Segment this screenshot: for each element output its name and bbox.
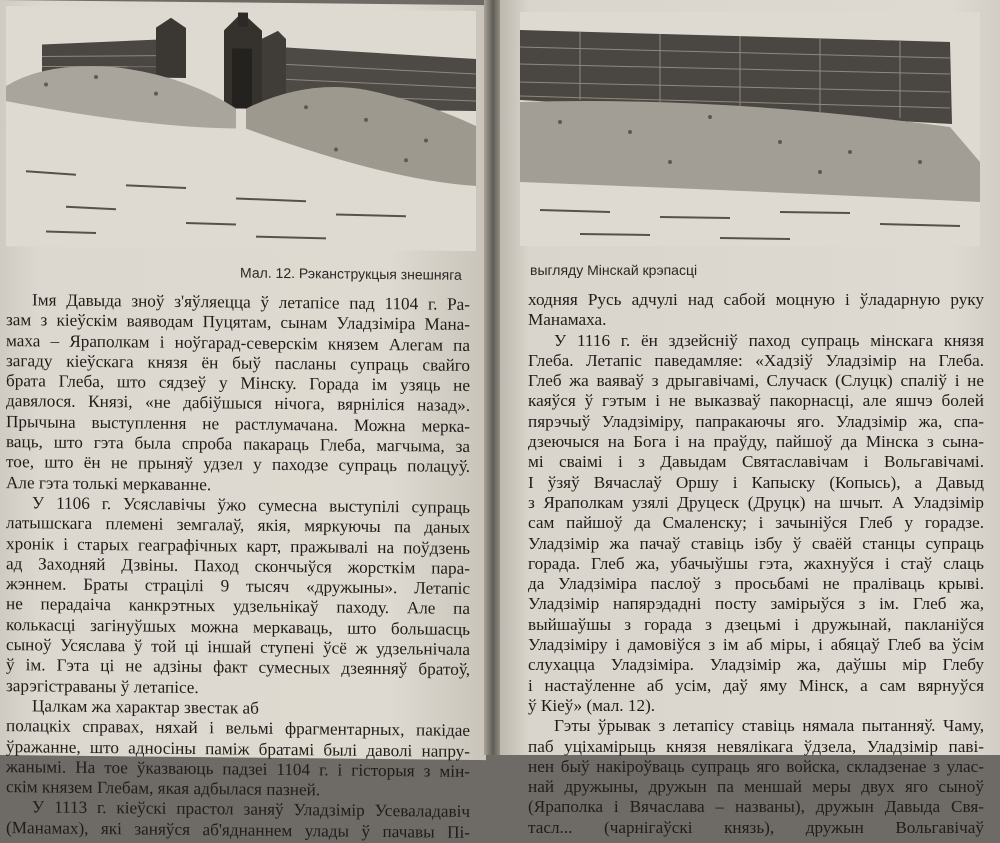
text-line: Манамаха. [528,310,607,330]
text-line: Уладзімір жа пачаў ставіць ізбу ў сваёй станцы супраць [528,533,984,553]
text-line: дзеючыся на Бога і на праўду, пайшоў да Мінска з сына- [528,432,984,452]
text-line: Але гэта толькі меркаванне. [6,472,212,494]
text-line: тасл... (чарнігаўскі князь), дружын Вольгавічаў [528,817,984,837]
text-line: пярэчыў Уладзіміру, папракаючы яго. Уладзімір жа, спа- [528,411,984,431]
text-line: І ўзяў Вячаслаў Оршу і Капыску (Копысь), а Давыд [528,472,984,492]
text-line: не перадаіча канкрэтных удзельнікаў паходу. Але па [6,594,470,619]
text-line: Глеб жа ваяваў з дрыгавічамі, Случаск (Слуцк) спаліў і не [528,371,984,391]
text-line: Уладзімір напярэдадні посту замірыўся з ім. Глеб жа, [528,594,984,614]
text-line: сам пайшоў да Смаленску; і зачыніўся Глеб у горадзе. [528,513,984,533]
text-line: хронік і старых геаграфічных карт, пражывалі на поўдзень [6,533,470,558]
text-line: жэннем. Браты страцілі 9 тысяч «дружыны». Летапіс [6,574,470,599]
text-line: ў Кіеў» (мал. 12). [528,695,656,715]
text-line: Імя Давыда зноў з'яўляецца ў летапісе пад 1104 г. Ра- [32,290,470,314]
text-line: тое, што ён не прыняў удзел у паходзе супраць полацуў. [6,452,470,477]
figure-caption-left: Мал. 12. Рэканструкцыя знешняга [240,264,462,283]
fortress-illustration-right [520,12,980,246]
text-line: Глеба. Летапіс паведамляе: «Хадзіў Уладзімір на Глеба. [528,350,984,370]
fortress-illustration-left [6,6,476,251]
figure-caption-right: выгляду Мінскай крэпасці [530,262,698,278]
text-line: горада. Глеб жа, убачыўшы гэта, жахнуўся і стаў слаць [528,553,984,573]
text-line: нен быў накіроўваць супраць яго войска, складзенае з улас- [528,756,984,776]
right-page [500,0,1000,837]
left-page-body-text [6,290,470,843]
text-line: маха – Яраполкам і ноўгарад-северскім князем Алегам па [6,330,470,355]
text-line: загаду кіеўскага князя ён быў пасланы супраць свайго [6,350,470,375]
text-line: сыноў Усяслава ў той ці іншай ступені ўсё ж удзельнічала [6,635,470,659]
text-line: (Яраполка і Вячаслава – названы), дружын Давыда Свя- [528,797,984,817]
text-line: ваць, што гэта была спроба пакараць Глеба, магчыма, за [6,432,470,457]
text-line: латышскага племені земгалаў, якія, мяркуючы па даных [6,513,470,538]
text-line: мі сваімі і з Давыдам Святаславічам і Вольгавічамі. [528,452,984,472]
text-line: паб уціхамірыць князя невялікага ўдзела, Уладзімір паві- [528,736,984,756]
text-line: ходняя Русь адчулі над сабой моцную і ўладарную руку [528,290,984,309]
text-line: полацкіх справах, няхай і вельмі фрагментарных, пакідае [6,716,470,741]
text-line: Цалкам жа характар звестак аб [32,696,259,718]
text-line: колькасці загінуўшых можна меркаваць, што большасць [6,614,470,639]
text-line: каяўся ў гэтым і не выказваў пакорнасці, але яшчэ болей [528,391,984,411]
text-line: У 1106 г. Усяславічы ўжо сумесна выступілі супраць [32,493,470,517]
text-line: зам з кіеўскім ваяводам Пуцятам, сынам Уладзіміра Мана- [6,310,470,335]
text-line: (Манамах), які заняўся аб'яднаннем улады ў пачавы Пі- [6,817,470,842]
text-line: выйшаўшы з горада з дзецьмі і дружынай, пакланіўся [528,614,984,634]
text-line: ад Заходняй Дзвіны. Паход скончыўся жорсткім пара- [6,553,470,578]
text-line: давялося. Князі, «не дабіўшыся нічога, вярніліся назад». [6,391,470,416]
text-line: з Яраполкам узялі Друцеск (Друцк) на шчыт. А Уладзімір [528,492,984,512]
fortress-drawing-left [6,6,476,251]
text-line: ўражанне, што адносіны паміж братамі былі даволі напру- [6,736,470,761]
text-line: слухацца Уладзіміра. Уладзімір жа, даўшы мір Глебу [528,655,984,675]
text-line: да Уладзіміра паслоў з просьбамі не праліваць крыві. [528,574,984,594]
text-line: і настаўленне аб усім, даў яму Мінск, а сам вярнуўся [528,675,984,695]
text-line: Уладзіміру і дамовіўся з ім аб міры, і абяцаў Глеб ва ўсім [528,635,984,655]
left-page [0,0,486,842]
text-line: зарэгістраваны ў летапісе. [6,675,199,697]
text-line: У 1116 г. ён здзейсніў паход супраць мінскага князя [554,330,984,350]
text-line: У 1113 г. кіеўскі прастол заняў Уладзімір Усеваладавіч [32,797,470,822]
text-line: брата Глеба, што сядзеў у Мінску. Горада ім узяць не [6,371,470,396]
text-line: ў ім. Гэта ці не адзіны факт сумесных дзеянняў братоў, [6,655,470,680]
text-line: жанымі. На тое ўказваюць падзеі 1104 г. і гісторыя з мін- [6,756,470,781]
text-line: скім князем Глебам, якая адбылася пазней. [6,777,321,800]
right-page-body-text [528,290,984,838]
fortress-drawing-right [520,12,980,246]
text-line: най дружыны, дружын па меншай меры двух яго сыноў [528,777,984,797]
text-line: Прычына выступлення не растлумачана. Можна мерка- [6,411,470,436]
text-line: Гэты ўрывак з летапісу ставіць нямала пытанняў. Чаму, [554,716,984,736]
